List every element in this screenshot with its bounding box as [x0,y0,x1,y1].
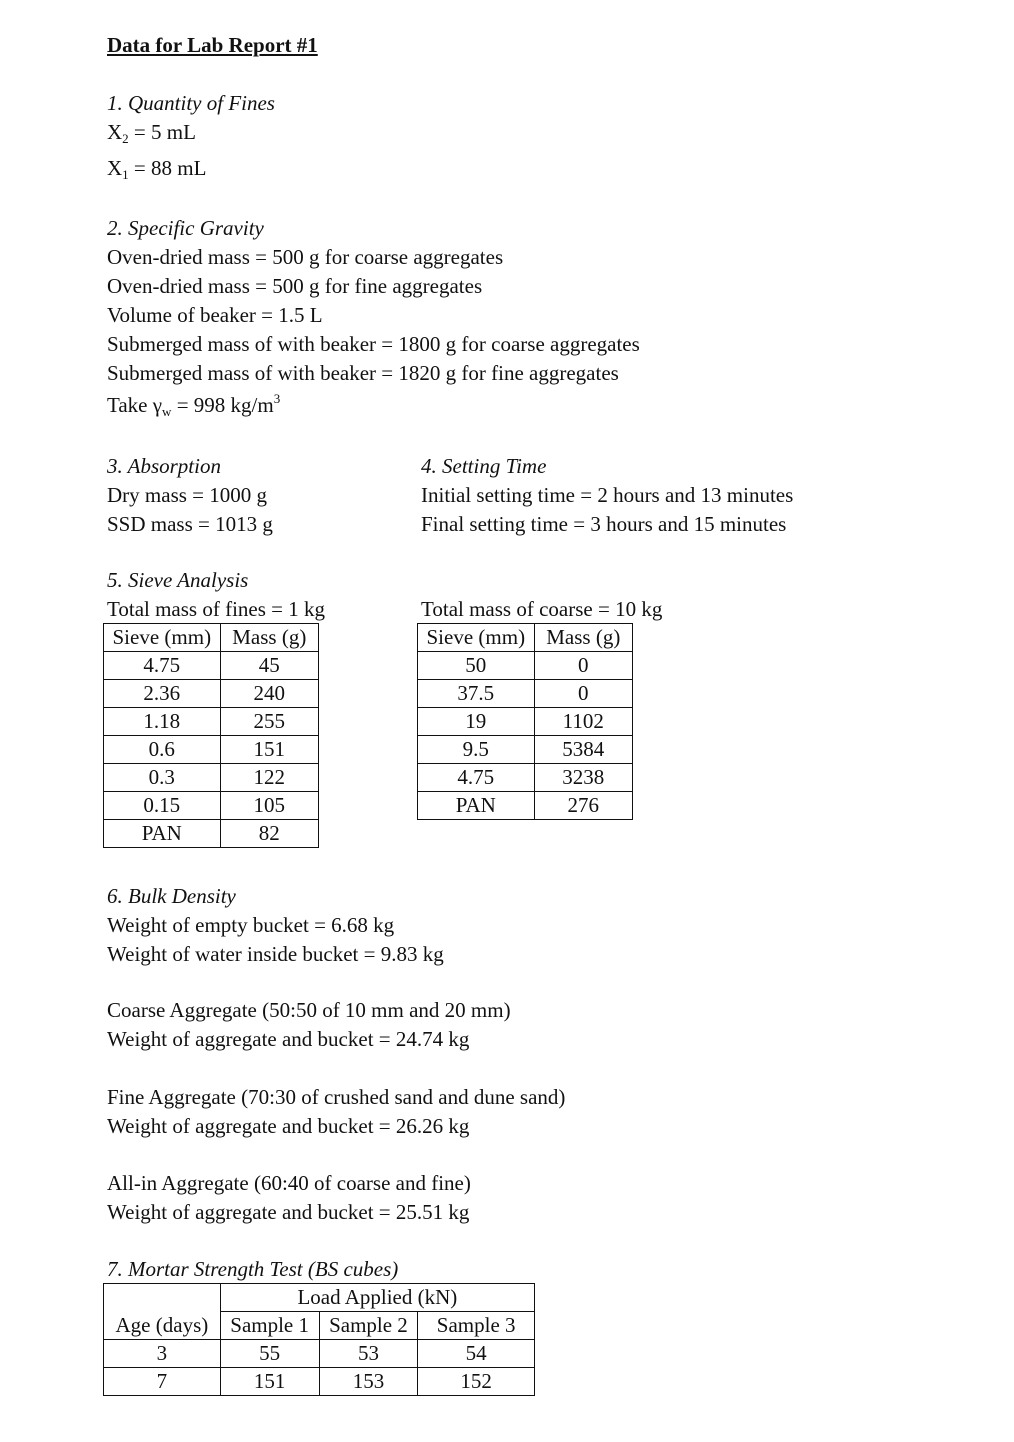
sample-3-load: 152 [418,1368,535,1396]
mass-value: 151 [220,736,318,764]
mass-value: 3238 [534,764,632,792]
section-heading: 3. Absorption [107,454,221,478]
mass-value: 5384 [534,736,632,764]
sieve-size: 37.5 [418,680,535,708]
sample-1-load: 151 [220,1368,319,1396]
table-header-row [104,624,319,652]
header-mass: Mass (g) [534,624,632,652]
table-row [418,652,633,680]
submerged-coarse: Submerged mass of with beaker = 1800 g for coarse aggregates [107,332,640,356]
table-row [104,680,319,708]
page-title: Data for Lab Report #1 [107,33,318,57]
sieve-size: 9.5 [418,736,535,764]
mass-value: 82 [220,820,318,848]
final-setting-time: Final setting time = 3 hours and 15 minutes [421,512,787,536]
all-in-aggregate-weight: Weight of aggregate and bucket = 25.51 kg [107,1200,470,1224]
section-bulk-density [107,882,444,969]
sieve-size: 0.3 [104,764,221,792]
dry-mass: Dry mass = 1000 g [107,483,268,507]
table-row [104,652,319,680]
all-in-aggregate-title: All-in Aggregate (60:40 of coarse and fine) [107,1171,471,1195]
section-heading: 6. Bulk Density [107,884,236,908]
table-row [104,820,319,848]
sample-2-load: 153 [319,1368,418,1396]
sieve-size: 4.75 [418,764,535,792]
section-sieve-analysis [107,566,325,624]
header-sieve: Sieve (mm) [418,624,535,652]
coarse-aggregate-title: Coarse Aggregate (50:50 of 10 mm and 20 mm) [107,998,511,1022]
mortar-strength-table [103,1283,535,1396]
sieve-size: PAN [418,792,535,820]
age-value: 7 [104,1368,221,1396]
table-row [104,1340,535,1368]
x2-value: = 5 mL [128,120,196,144]
mass-value: 240 [220,680,318,708]
unit-weight-water [107,391,640,420]
table-row [418,680,633,708]
sample-3-load: 54 [418,1340,535,1368]
table-header-row [418,624,633,652]
table-row [418,736,633,764]
sieve-size: 19 [418,708,535,736]
section-heading: 4. Setting Time [421,454,547,478]
section-heading: 5. Sieve Analysis [107,568,249,592]
table-header-row [104,1312,535,1340]
section-heading: 2. Specific Gravity [107,216,264,240]
sieve-size: 4.75 [104,652,221,680]
table-row [418,764,633,792]
fine-aggregate-weight: Weight of aggregate and bucket = 26.26 kg [107,1114,470,1138]
sieve-size: 0.15 [104,792,221,820]
section-heading: 1. Quantity of Fines [107,91,275,115]
sample-2-load: 53 [319,1340,418,1368]
mass-value: 276 [534,792,632,820]
oven-dried-coarse: Oven-dried mass = 500 g for coarse aggregates [107,245,504,269]
coarse-aggregate-block [107,996,511,1054]
header-sample-3: Sample 3 [418,1312,535,1340]
table-header-row [104,1284,535,1312]
header-sample-2: Sample 2 [319,1312,418,1340]
x2-var: X [107,120,123,144]
x2-sub: 2 [122,131,129,146]
fines-total-mass: Total mass of fines = 1 kg [107,597,326,621]
age-value: 3 [104,1340,221,1368]
mass-value: 0 [534,680,632,708]
mass-value: 122 [220,764,318,792]
submerged-fine: Submerged mass of with beaker = 1820 g for fine aggregates [107,361,619,385]
x1-var: X [107,156,123,180]
table-row [104,764,319,792]
mass-value: 45 [220,652,318,680]
header-sample-1: Sample 1 [220,1312,319,1340]
section-setting-time [421,452,793,539]
x1-line [107,154,275,183]
sieve-size: 2.36 [104,680,221,708]
ssd-mass: SSD mass = 1013 g [107,512,273,536]
table-row [418,708,633,736]
initial-setting-time: Initial setting time = 2 hours and 13 minutes [421,483,794,507]
fine-aggregate-title: Fine Aggregate (70:30 of crushed sand and dune sand) [107,1085,566,1109]
x2-line [107,118,275,147]
section-quantity-of-fines [107,89,275,183]
empty-bucket-weight: Weight of empty bucket = 6.68 kg [107,913,395,937]
oven-dried-fine: Oven-dried mass = 500 g for fine aggregates [107,274,483,298]
sieve-size: PAN [104,820,221,848]
sample-1-load: 55 [220,1340,319,1368]
coarse-aggregate-weight: Weight of aggregate and bucket = 24.74 kg [107,1027,470,1051]
take-prefix: Take γ [107,393,163,417]
water-weight: Weight of water inside bucket = 9.83 kg [107,942,444,966]
beaker-volume: Volume of beaker = 1.5 L [107,303,323,327]
table-row [418,792,633,820]
section-absorption [107,452,273,539]
table-row [104,792,319,820]
header-sieve: Sieve (mm) [104,624,221,652]
header-age: Age (days) [104,1312,221,1340]
sieve-size: 1.18 [104,708,221,736]
mass-value: 105 [220,792,318,820]
x1-sub: 1 [122,167,129,182]
mass-value: 0 [534,652,632,680]
table-row [104,736,319,764]
table-row [104,1368,535,1396]
fines-sieve-table [103,623,319,848]
coarse-sieve-table [417,623,633,820]
header-mass: Mass (g) [220,624,318,652]
header-load-applied: Load Applied (kN) [220,1284,534,1312]
header-blank [104,1284,221,1312]
coarse-total-mass: Total mass of coarse = 10 kg [421,597,663,621]
table-row [104,708,319,736]
take-sub: w [162,404,172,419]
all-in-aggregate-block [107,1169,471,1227]
section-specific-gravity [107,214,640,420]
fine-aggregate-block [107,1083,565,1141]
sieve-size: 0.6 [104,736,221,764]
sieve-size: 50 [418,652,535,680]
mass-value: 1102 [534,708,632,736]
take-value: = 998 kg/m [171,393,274,417]
mass-value: 255 [220,708,318,736]
section-heading-mortar: 7. Mortar Strength Test (BS cubes) [107,1257,399,1281]
take-sup: 3 [273,391,281,406]
x1-value: = 88 mL [128,156,207,180]
